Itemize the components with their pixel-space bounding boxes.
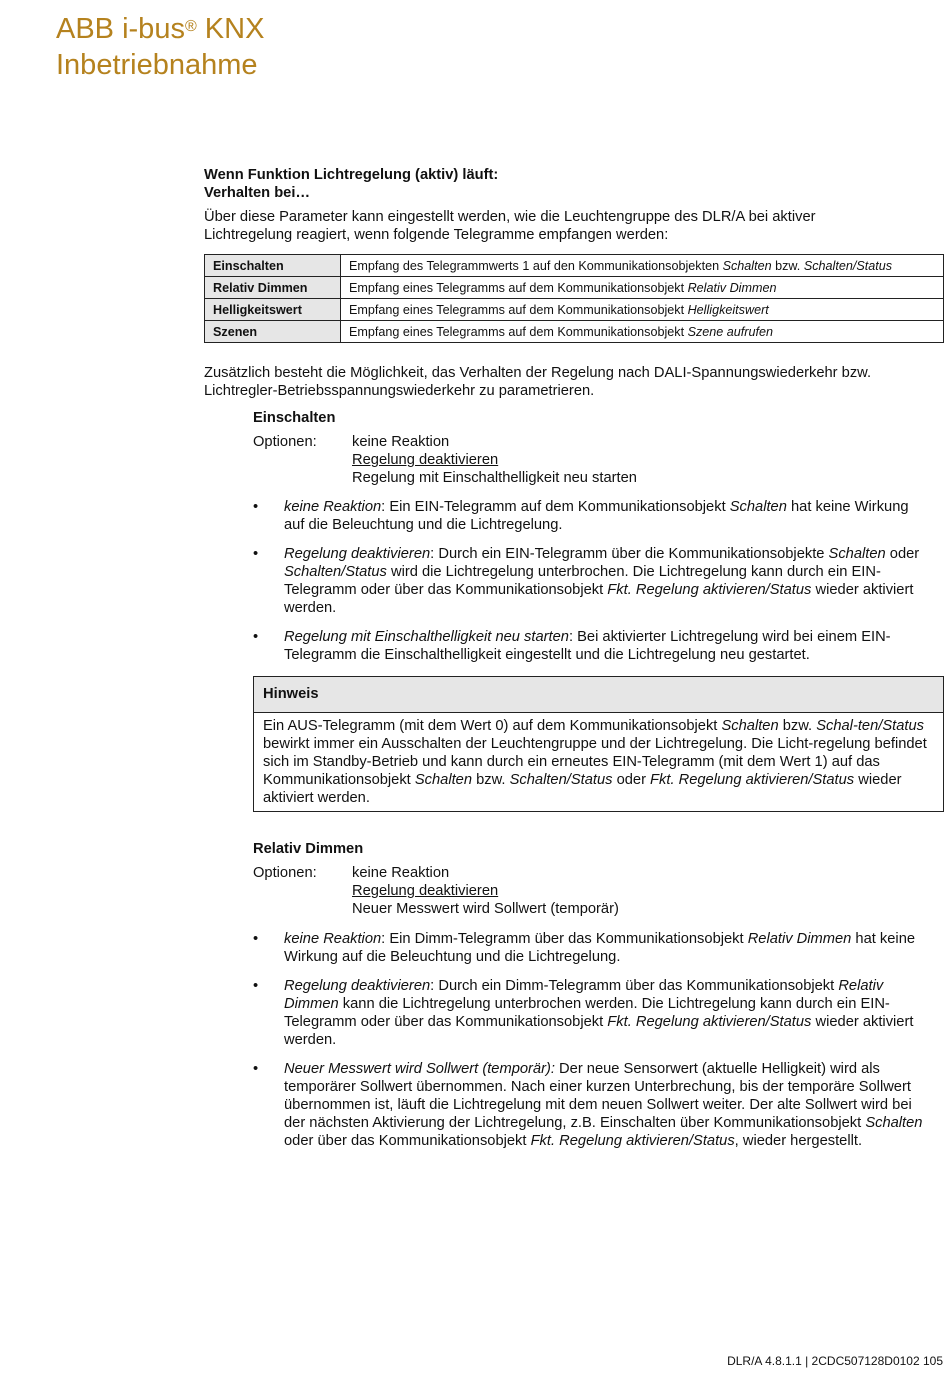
section-heading: Wenn Funktion Lichtregelung (aktiv) läuft: Verhalten bei… (204, 167, 499, 201)
relativ-dimmen-title: Relativ Dimmen (253, 841, 364, 857)
table-row: Szenen Empfang eines Telegramms auf dem Kommunikationsobjekt Szene aufrufen (205, 321, 944, 343)
options-label: Optionen: (253, 434, 317, 450)
telegram-table (204, 254, 944, 343)
options-list: keine Reaktion Regelung deaktivieren Neuer Messwert wird Sollwert (temporär) (352, 865, 619, 917)
document-subtitle: Inbetriebnahme (56, 49, 258, 81)
document-brand: ABB i-bus® KNX (56, 13, 265, 45)
einschalten-bullets (253, 498, 933, 675)
list-item: • Neuer Messwert wird Sollwert (temporär): Der neue Sensorwert (aktuelle Helligkeit) wird als temporärer Sollwert übernommen. Nach einer kurzen Unterbrechung, bis der temporäre Sollwert übernommen ist, läuft die Lichtregelung mit dem neuen Sollwert weiter. Der alte Sollwert wird bei der nächsten Aktivierung der Lichtregelung, z.B. Einschalten über Kommunikationsobjekt Schalten oder über das Kommunikationsobjekt Fkt. Regelung aktivieren/Status, wieder hergestellt. (253, 1060, 933, 1150)
einschalten-title: Einschalten (253, 410, 336, 426)
options-label: Optionen: (253, 865, 317, 881)
table-row: Relativ Dimmen Empfang eines Telegramms auf dem Kommunikationsobjekt Relativ Dimmen (205, 277, 944, 299)
list-item: • Regelung deaktivieren: Durch ein Dimm-Telegramm über das Kommunikationsobjekt Relativ Dimmen kann die Lichtregelung unterbrochen werden. Die Lichtregelung kann durch ein EIN-Telegramm oder über das Kommunikationsobjekt Fkt. Regelung aktivieren/Status wieder aktiviert werden. (253, 977, 933, 1049)
hint-box (253, 676, 944, 812)
hint-body: Ein AUS-Telegramm (mit dem Wert 0) auf dem Kommunikationsobjekt Schalten bzw. Schal-ten/Status bewirkt immer ein Ausschalten der Leuchtengruppe und der Lichtregelung. Die Licht-regelung befindet sich im Standby-Betrieb und kann durch ein erneutes EIN-Telegramm (mit dem Wert 1) auf das Kommunikationsobjekt Schalten bzw. Schalten/Status oder Fkt. Regelung aktivieren/Status wieder aktiviert werden. (263, 718, 927, 806)
table-row: Helligkeitswert Empfang eines Telegramms auf dem Kommunikationsobjekt Helligkeitswert (205, 299, 944, 321)
hint-title: Hinweis (254, 677, 943, 713)
page-footer: DLR/A 4.8.1.1 | 2CDC507128D0102 105 (727, 1354, 943, 1368)
additional-paragraph: Zusätzlich besteht die Möglichkeit, das Verhalten der Regelung nach DALI-Spannungswiederkehr bzw. Lichtregler-Betriebsspannungswiederkehr zu parametrieren. (204, 365, 872, 399)
table-row: Einschalten Empfang des Telegrammwerts 1 auf den Kommunikationsobjekten Schalten bzw. Schalten/Status (205, 255, 944, 277)
list-item: • Regelung deaktivieren: Durch ein EIN-Telegramm über die Kommunikationsobjekte Schalten oder Schalten/Status wird die Lichtregelung unterbrochen. Die Lichtregelung kann durch ein EIN-Telegramm oder über das Kommunikationsobjekt Fkt. Regelung aktivieren/Status wieder aktiviert werden. (253, 545, 933, 617)
relativ-dimmen-bullets (253, 930, 933, 1161)
list-item: • Regelung mit Einschalthelligkeit neu starten: Bei aktivierter Lichtregelung wird bei einem EIN-Telegramm die Einschalthelligkeit eingestellt und die Lichtregelung neu gestartet. (253, 628, 933, 664)
options-list: keine Reaktion Regelung deaktivieren Regelung mit Einschalthelligkeit neu starten (352, 434, 637, 486)
list-item: • keine Reaktion: Ein EIN-Telegramm auf dem Kommunikationsobjekt Schalten hat keine Wirkung auf die Beleuchtung und die Lichtregelung. (253, 498, 933, 534)
intro-paragraph: Über diese Parameter kann eingestellt werden, wie die Leuchtengruppe des DLR/A bei aktiver Lichtregelung reagiert, wenn folgende Telegramme empfangen werden: (204, 209, 816, 243)
list-item: • keine Reaktion: Ein Dimm-Telegramm über das Kommunikationsobjekt Relativ Dimmen hat keine Wirkung auf die Beleuchtung und die Lichtregelung. (253, 930, 933, 966)
